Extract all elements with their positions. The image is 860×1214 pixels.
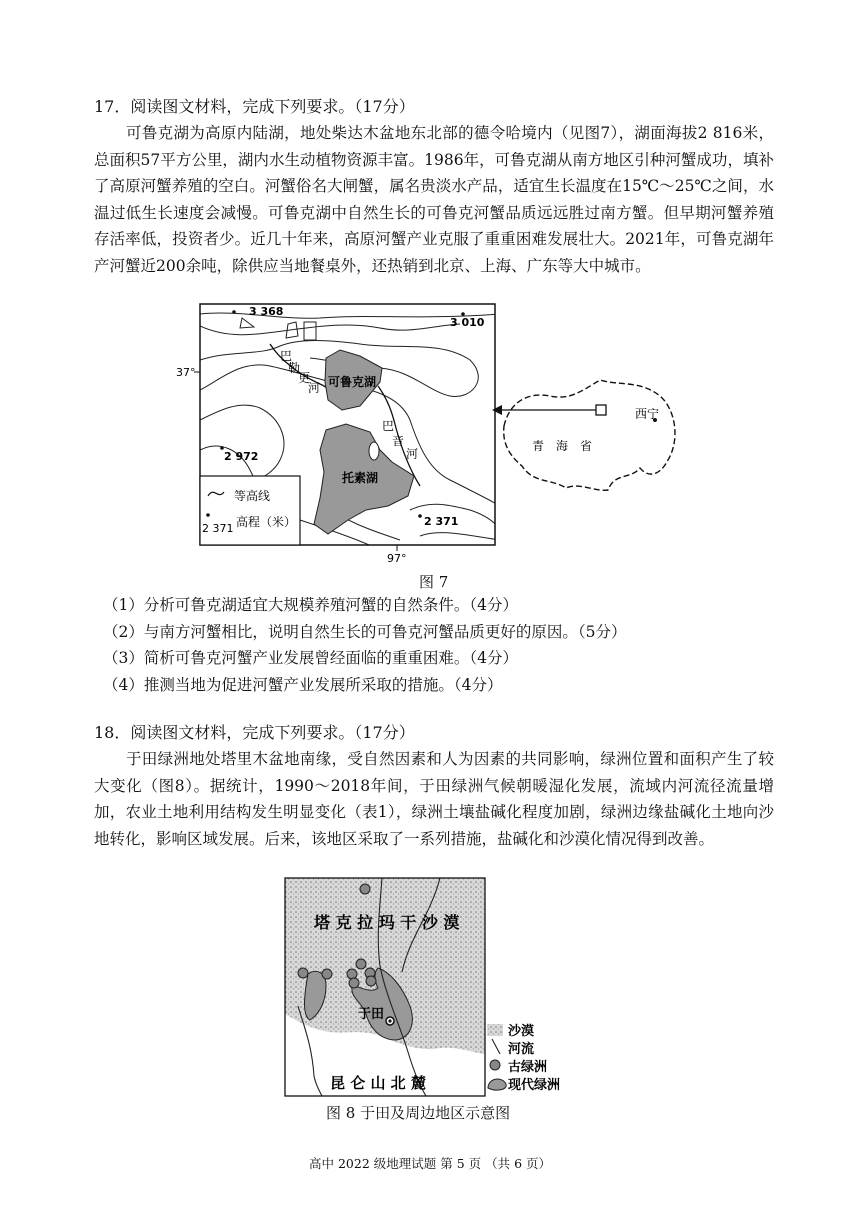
page-footer: 高中 2022 级地理试题 第 5 页 （共 6 页） [308,1156,551,1171]
bale-river-label-3: 更 [298,371,311,385]
study-area-marker [596,405,606,415]
mountain-label: 昆 仑 山 北 麓 [330,1074,426,1092]
question-17-subquestions [103,592,626,698]
desert-label: 塔 克 拉 玛 干 沙 漠 [314,913,460,932]
legend-contour-label: 等高线 [234,489,271,503]
modern-oasis-legend-symbol [488,1079,506,1090]
bayin-river-label-1: 巴 [382,419,395,433]
contour-line [240,318,254,328]
contour-line [420,533,500,540]
qinghai-label: 青 海 省 [532,439,593,453]
contour-line [200,405,284,482]
figure-7-map [170,300,690,570]
elevation-2972: 2 972 [224,450,259,463]
elevation-point-symbol [206,513,210,517]
figure-8-caption: 图 8 于田及周边地区示意图 [326,1104,511,1122]
xining-label: 西宁 [635,407,660,421]
latitude-37: 37° [176,366,196,379]
elevation-point [232,310,236,314]
longitude-97: 97° [387,552,407,565]
sub-question-3: （3）简析可鲁克河蟹产业发展曾经面临的重重困难。（4分） [103,649,518,667]
question-17-text: 可鲁克湖为高原内陆湖，地处柴达木盆地东北部的德令哈境内（见图7），湖面海拔2 816米，总面积57平方公里，湖内水生动植物资源丰富。1986年，可鲁克湖从南方地区引种河蟹成功，填补了高原河蟹养殖的空白。河蟹俗名大闸蟹，属名贵淡水产品，适宜生长温度在15℃～25℃之间，水温过低生长速度会减慢。可鲁克湖中自然生长的可鲁克河蟹品质远远胜过南方蟹。但早期河蟹养殖存活率低，投资者少。近几十年来，高原河蟹产业克服了重重困难发展壮大。2021年，可鲁克湖年产河蟹近200余吨，除供应当地餐桌外，还热销到北京、上海、广东等大中城市。 [94,124,774,275]
bale-river-label-1: 巴 [280,349,293,363]
elevation-3010: 3 010 [450,316,485,329]
contour-line [200,324,460,335]
legend-river-label: 河流 [508,1042,535,1057]
river-legend-symbol [492,1039,500,1054]
legend-ancient-label: 古绿洲 [508,1060,548,1075]
elevation-point [418,514,422,518]
sub-question-1: （1）分析可鲁克湖适宜大规模养殖河蟹的自然条件。（4分） [103,596,518,614]
question-18-title: 18．阅读图文材料，完成下列要求。（17分） [94,723,415,742]
lake-island [369,442,379,460]
yutian-label: 于田 [358,1007,385,1022]
sub-question-2: （2）与南方河蟹相比，说明自然生长的可鲁克河蟹品质更好的原因。（5分） [103,622,627,641]
contour-line [286,322,316,340]
yutian-city-dot [388,1019,391,1022]
tuosu-lake-label: 托素湖 [342,471,379,485]
bale-river-label-2: 勒 [288,361,301,375]
keluke-lake-label: 可鲁克湖 [328,375,377,389]
legend-modern-label: 现代绿洲 [508,1078,561,1093]
ancient-oasis [349,978,359,988]
ancient-oasis [347,969,357,979]
legend-elevation-label: 高程（米） [236,515,297,529]
ancient-oasis [298,968,308,978]
arrowhead [492,405,502,415]
bayin-river-label-3: 河 [406,447,419,461]
figure-7-caption: 图 7 [419,573,449,591]
figure-8-map [280,876,590,1101]
legend-desert-label: 沙漠 [508,1024,535,1039]
desert-legend-symbol [487,1024,503,1036]
bale-river-label-4: 河 [308,381,321,395]
elevation-2371: 2 371 [424,515,459,528]
question-18-text: 于田绿洲地处塔里木盆地南缘，受自然因素和人为因素的共同影响，绿洲位置和面积产生了较大变化（图8）。据统计，1990～2018年间，于田绿洲气候朝暖湿化发展，流域内河流径流量增加，农业土地利用结构发生明显变化（表1），绿洲土壤盐碱化程度加剧，绿洲边缘盐碱化土地向沙地转化，影响区域发展。后来，该地区采取了一系列措施，盐碱化和沙漠化情况得到改善。 [94,750,774,848]
legend-elev-value: 2 371 [202,522,234,535]
ancient-oasis-legend-symbol [490,1060,500,1070]
question-17-title: 17．阅读图文材料，完成下列要求。（17分） [94,97,415,116]
ancient-oasis [366,976,376,986]
sub-question-4: （4）推测当地为促进河蟹产业发展所采取的措施。（4分） [103,675,503,694]
bayin-river-label-2: 音 [392,434,405,448]
ancient-oasis [360,884,370,894]
ancient-oasis [322,969,332,979]
elevation-3368: 3 368 [249,305,284,318]
ancient-oasis [356,959,366,969]
qinghai-outline [504,380,675,490]
